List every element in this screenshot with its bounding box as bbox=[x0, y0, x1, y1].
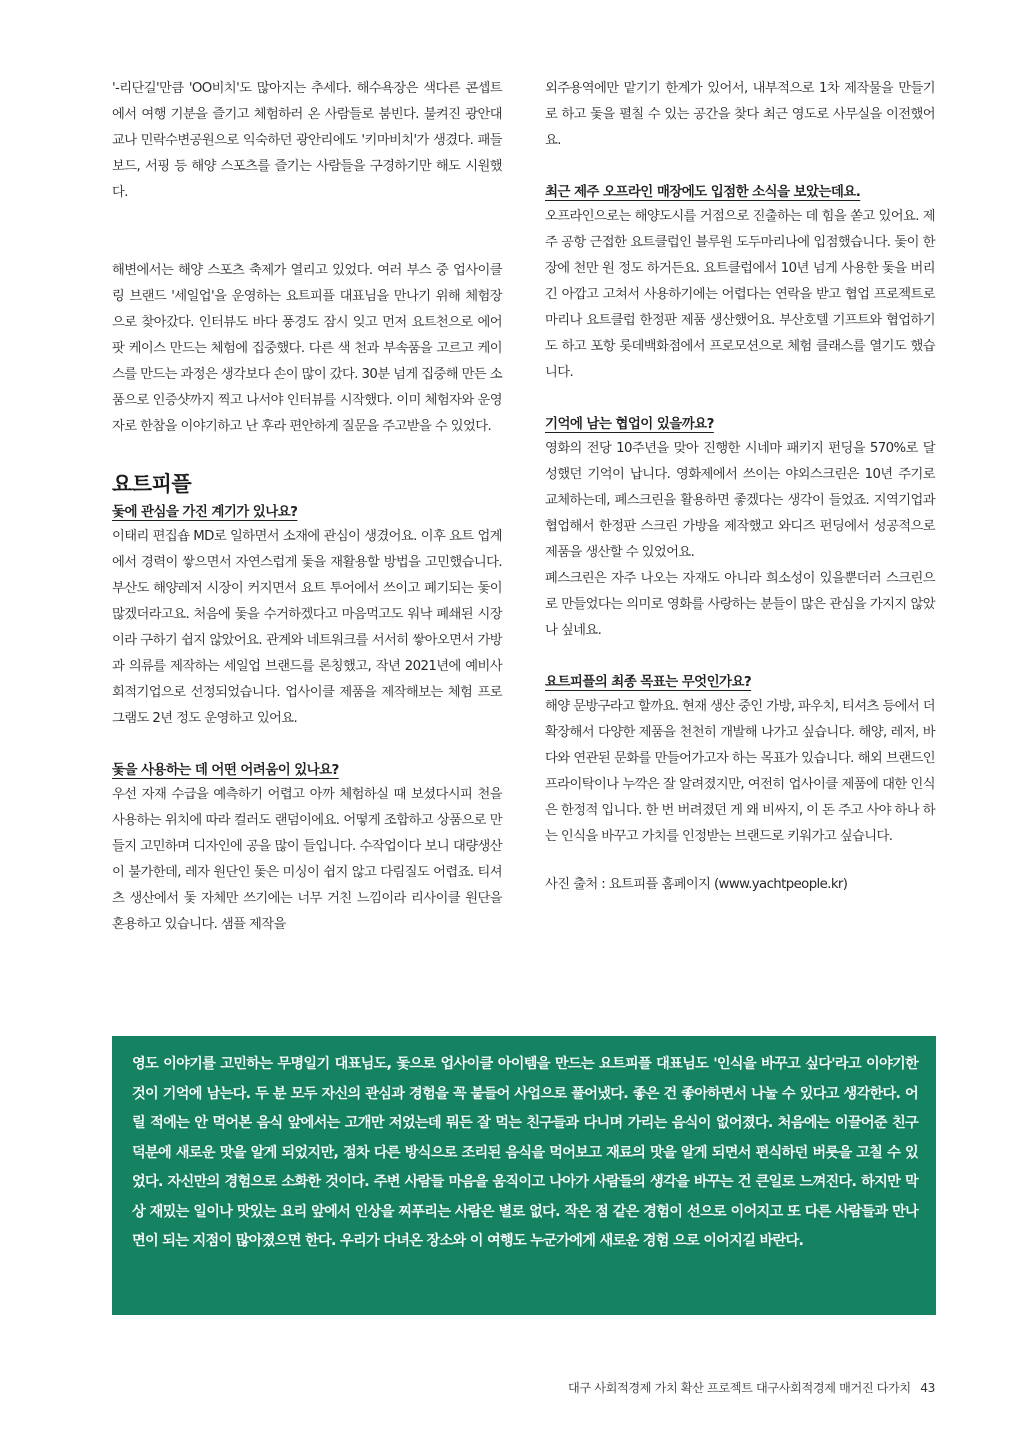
right-column bbox=[545, 76, 935, 898]
interview-question: 요트피플의 최종 목표는 무엇인가요? bbox=[545, 674, 752, 690]
closing-callout-box bbox=[112, 1036, 936, 1315]
page-footer bbox=[568, 1379, 935, 1396]
interview-question: 돛에 관심을 가진 계기가 있나요? bbox=[112, 504, 298, 520]
photo-source: 사진 출처 : 요트피플 홈페이지 (www.yachtpeople.kr) bbox=[545, 877, 848, 892]
continued-answer: 외주용역에만 맡기기 한계가 있어서, 내부적으로 1차 제작물을 만들기로 하고 돛을 펼칠 수 있는 공간을 찾다 최근 영도로 사무실을 이전했어요. bbox=[545, 81, 935, 148]
intro-paragraph: '-리단길'만큼 'OO비치'도 많아지는 추세다. 해수욕장은 색다른 콘셉트에서 여행 기분을 즐기고 체험하러 온 사람들로 붐빈다. 불켜진 광안대교나 민락수변공원으로 익숙하던 광안리에도 '키마비치'가 생겼다. 패들보드, 서핑 등 해양 스포츠를 즐기는 사람들을 구경하기만 해도 시원했다. bbox=[112, 81, 502, 200]
interview-answer: 우선 자재 수급을 예측하기 어렵고 아까 체험하실 때 보셨다시피 천을 사용하는 위치에 따라 컬러도 랜덤이에요. 어떻게 조합하고 상품으로 만들지 고민하며 디자인에 공을 많이 들입니다. 수작업이다 보니 대량생산이 불가한데, 레자 원단인 돛은 미싱이 쉽지 않고 다림질도 어렵죠. 티셔츠 생산에서 돛 자체만 쓰기에는 너무 거친 느낌이라 리사이클 원단을 혼용하고 있습니다. 샘플 제작을 bbox=[112, 787, 502, 932]
left-column bbox=[112, 76, 502, 938]
interview-answer: 이태리 편집숍 MD로 일하면서 소재에 관심이 생겼어요. 이후 요트 업계에서 경력이 쌓으면서 자연스럽게 돛을 재활용할 방법을 고민했습니다. 부산도 해양레저 시장이 커지면서 요트 투어에서 쓰이고 폐기되는 돛이 많겠더라고요. 처음에 돛을 수거하겠다고 마음먹고도 워낙 폐쇄된 시장이라 구하기 쉽지 않았어요. 관계와 네트워크를 서서히 쌓아오면서 가방과 의류를 제작하는 세일업 브랜드를 론칭했고, 작년 2021년에 예비사회적기업으로 선정되었습니다. 업사이클 제품을 제작해보는 체험 프로그램도 2년 정도 운영하고 있어요. bbox=[112, 529, 502, 726]
interview-answer: 영화의 전당 10주년을 맞아 진행한 시네마 패키지 펀딩을 570%로 달성했던 기억이 납니다. 영화제에서 쓰이는 야외스크린은 10년 주기로 교체하는데, 폐스크린을 활용하면 좋겠다는 생각이 들었죠. 지역기업과 협업해서 한정판 스크린 가방을 제작했고 와디즈 펀딩에서 성공적으로 제품을 생산할 수 있었어요. bbox=[545, 441, 935, 560]
closing-callout-text: 영도 이야기를 고민하는 무명일기 대표님도, 돛으로 업사이클 아이템을 만드는 요트피플 대표님도 '인식을 바꾸고 싶다'라고 이야기한 것이 기억에 남는다. 두 분 모두 자신의 관심과 경험을 꼭 붙들어 사업으로 풀어냈다. 좋은 건 좋아하면서 나눌 수 있다고 생각한다. 어릴 적에는 안 먹어본 음식 앞에서는 고개만 저었는데 뭐든 잘 먹는 친구들과 다니며 가리는 음식이 없어졌다. 처음에는 이끌어준 친구 덕분에 새로운 맛을 알게 되었지만, 점차 다른 방식으로 조리된 음식을 먹어보고 재료의 맛을 알게 되면서 편식하던 버릇을 고칠 수 있었다. 자신만의 경험으로 소화한 것이다. 주변 사람들 마음을 움직이고 나아가 사람들의 생각을 바꾸는 건 큰일로 느껴진다. 하지만 막상 재밌는 일이나 맛있는 요리 앞에서 인상을 찌푸리는 사람은 별로 없다. 작은 점 같은 경험이 선으로 이어지고 또 다른 사람들과 만나 면이 되는 지점이 많아졌으면 한다. 우리가 다녀온 장소와 이 여행도 누군가에게 새로운 경험 으로 이어지길 바란다. bbox=[132, 1056, 918, 1249]
interview-answer: 오프라인으로는 해양도시를 거점으로 진출하는 데 힘을 쏟고 있어요. 제주 공항 근접한 요트클럽인 블루원 도두마리나에 입점했습니다. 돛이 한 장에 천만 원 정도 하거든요. 요트클럽에서 10년 넘게 사용한 돛을 버리긴 아깝고 고쳐서 사용하기에는 어렵다는 연락을 받고 협업 프로젝트로 마리나 요트클럽 한정판 제품 생산했어요. 부산호텔 기프트와 협업하기도 하고 포항 롯데백화점에서 프로모션으로 체험 클래스를 열기도 했습니다. bbox=[545, 209, 935, 380]
page-number: 43 bbox=[920, 1381, 935, 1395]
section-title: 요트피플 bbox=[112, 472, 192, 496]
footer-publication: 대구 사회적경제 가치 확산 프로젝트 대구사회적경제 매거진 다가치 bbox=[568, 1381, 911, 1395]
intro-paragraph: 해변에서는 해양 스포츠 축제가 열리고 있었다. 여러 부스 중 업사이클링 브랜드 '세일업'을 운영하는 요트피플 대표님을 만나기 위해 체험장으로 찾아갔다. 인터뷰도 바다 풍경도 잠시 잊고 먼저 요트천으로 에어팟 케이스 만드는 체험에 집중했다. 다른 색 천과 부속품을 고르고 케이스를 만드는 과정은 생각보다 손이 많이 갔다. 30분 넘게 집중해 만든 소품으로 인증샷까지 찍고 나서야 인터뷰를 시작했다. 이미 체험자와 운영자로 한참을 이야기하고 난 후라 편안하게 질문을 주고받을 수 있었다. bbox=[112, 263, 502, 434]
interview-question: 최근 제주 오프라인 매장에도 입점한 소식을 보았는데요. bbox=[545, 184, 861, 200]
interview-answer: 폐스크린은 자주 나오는 자재도 아니라 희소성이 있을뿐더러 스크린으로 만들었다는 의미로 영화를 사랑하는 분들이 많은 관심을 가지지 않았나 싶네요. bbox=[545, 571, 935, 638]
interview-question: 기억에 남는 협업이 있을까요? bbox=[545, 416, 714, 432]
interview-answer: 해양 문방구라고 할까요. 현재 생산 중인 가방, 파우치, 티셔츠 등에서 더 확장해서 다양한 제품을 천천히 개발해 나가고 싶습니다. 해양, 레저, 바다와 연관된 문화를 만들어가고자 하는 목표가 있습니다. 해외 브랜드인 프라이탁이나 누깍은 잘 알려졌지만, 여전히 업사이클 제품에 대한 인식은 한정적 입니다. 한 번 버려졌던 게 왜 비싸지, 이 돈 주고 사야 하나 하는 인식을 바꾸고 가치를 인정받는 브랜드로 키워가고 싶습니다. bbox=[545, 699, 936, 844]
interview-question: 돛을 사용하는 데 어떤 어려움이 있나요? bbox=[112, 762, 339, 778]
